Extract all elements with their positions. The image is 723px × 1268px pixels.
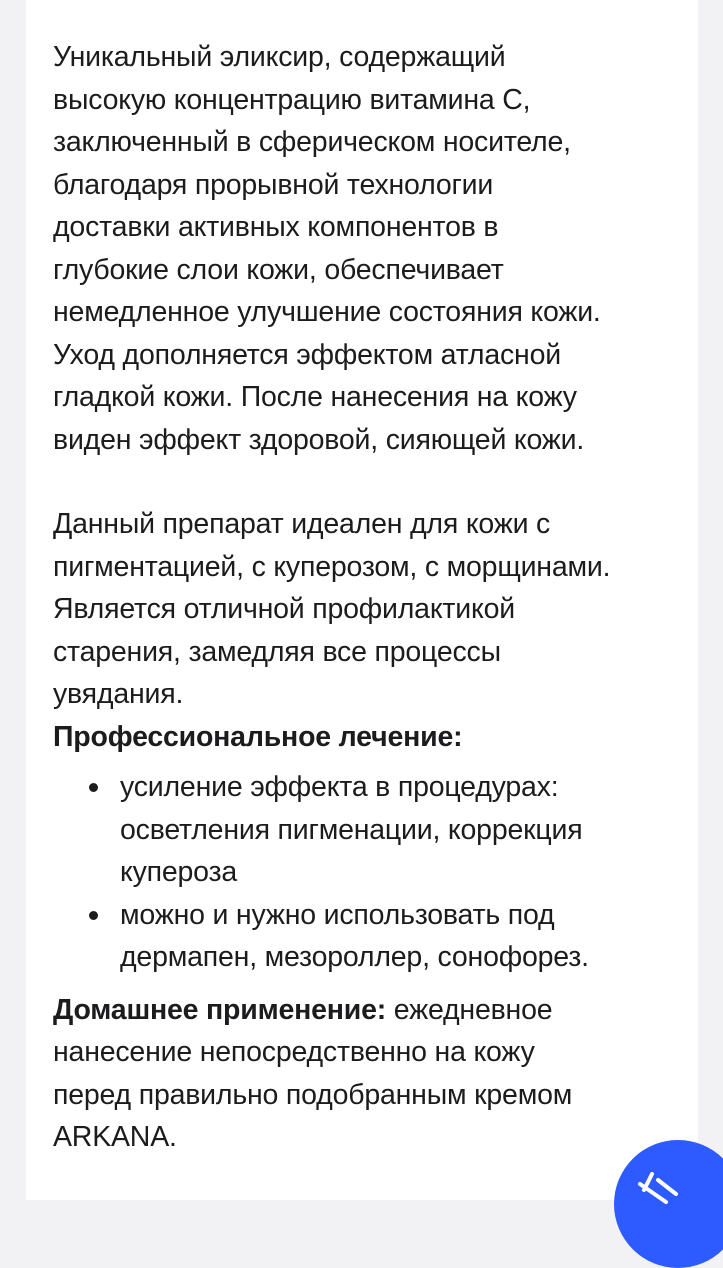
home-use-paragraph: Домашнее применение: ежедневное нанесение непосредственно на кожу перед правильно подобранным кремом ARKANA.: [53, 993, 573, 1153]
indications-paragraph: Данный препарат идеален для кожи с пигментацией, с куперозом, с морщинами. Является отличной профилактикой старения, замедляя все процессы увядания.: [53, 508, 611, 710]
professional-list: [53, 766, 693, 979]
bullet-icon: [89, 783, 98, 792]
home-use-label: Домашнее применение:: [53, 993, 387, 1026]
article-content: [53, 36, 693, 1159]
bullet-icon: [89, 911, 98, 920]
list-item: можно и нужно использовать под дермапен, мезороллер, сонофорез.: [53, 894, 693, 979]
edit-icon: [636, 1168, 686, 1208]
intro-paragraph: Уникальный эликсир, содержащий высокую концентрацию витамина С, заключенный в сферическом носителе, благодаря прорывной технологии доставки активных компонентов в глубокие слои кожи, обеспечивает немедленное улучшение состояния кожи. Уход дополняется эффектом атласной гладкой кожи. После нанесения на кожу виден эффект здоровой, сияющей кожи.: [53, 41, 601, 456]
professional-heading: Профессиональное лечение:: [53, 720, 463, 753]
list-item: усиление эффекта в процедурах: осветления пигменации, коррекция купероза: [53, 766, 693, 894]
paragraph-spacer: [53, 461, 693, 503]
